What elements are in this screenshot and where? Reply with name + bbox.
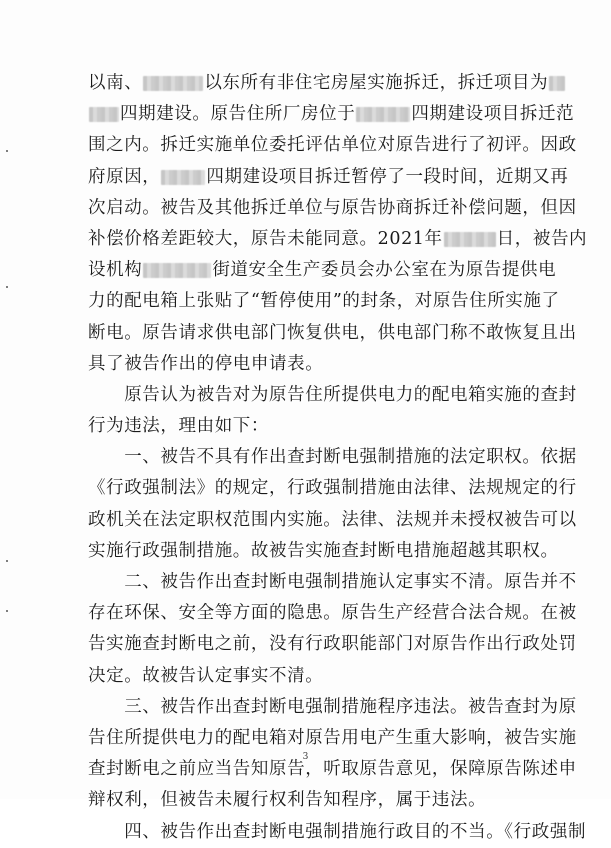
text-segment: 《行政强制法》的规定，行政强制措施由法律、法规规定的行 xyxy=(88,478,577,499)
text-segment: 街道安全生产委员会办公室在为原告提供电 xyxy=(212,260,557,281)
text-segment: 以东所有非住宅房屋实施拆迁，拆迁项目为 xyxy=(204,73,549,93)
text-segment: 具了被告作出的停电申请表。 xyxy=(88,353,324,374)
text-segment: 原告认为被告对为原告住所提供电力的配电箱实施的查封 xyxy=(88,384,577,405)
redacted-text xyxy=(444,232,496,247)
text-line xyxy=(88,785,546,816)
text-line xyxy=(88,318,577,349)
text-line xyxy=(88,349,546,380)
text-line xyxy=(88,286,560,317)
text-line xyxy=(88,411,546,442)
text-line xyxy=(88,193,577,224)
text-segment: 行为违法，理由如下： xyxy=(88,416,269,437)
text-segment: 力的配电箱上张贴了“暂停使用”的封条，对原告住所实施了 xyxy=(88,291,560,312)
margin-mark xyxy=(6,286,8,288)
text-segment: 一、被告不具有作出查封断电强制措施的法定职权。依据 xyxy=(88,447,577,468)
text-line xyxy=(88,99,575,130)
text-line xyxy=(88,536,559,567)
text-line xyxy=(88,629,577,660)
text-segment: 告实施查封断电之前，没有行政职能部门对原告作出行政处罚 xyxy=(88,634,577,655)
redacted-text xyxy=(549,76,565,91)
text-segment: 四期建设项目拆迁范 xyxy=(411,104,575,125)
text-line xyxy=(88,817,587,848)
text-line xyxy=(88,598,577,629)
text-segment: 补偿价格差距较大，原告未能同意。2021年 xyxy=(88,228,443,249)
text-segment: 三、被告作出查封断电强制措施程序违法。被告查封为原 xyxy=(88,696,577,717)
margin-mark xyxy=(6,150,8,152)
text-segment: 日，被告内 xyxy=(496,228,588,249)
text-segment: 实施行政强制措施。故被告实施查封断电措施超越其职权。 xyxy=(88,540,559,561)
text-segment: 辩权利，但被告未履行权利告知程序，属于违法。 xyxy=(88,790,487,811)
text-segment: 以南、 xyxy=(88,73,143,93)
text-segment: 四、被告作出查封断电强制措施行政目的不当。《行政强制 xyxy=(88,821,587,842)
text-segment: 四期建设。原告住所厂房位于 xyxy=(120,104,356,125)
text-line xyxy=(88,380,577,411)
text-line xyxy=(88,567,577,598)
text-line xyxy=(88,224,588,255)
margin-mark xyxy=(6,610,8,612)
text-segment: 告住所提供电力的配电箱对原告用电产生重大影响，被告实施 xyxy=(88,727,577,748)
text-line xyxy=(88,130,577,161)
text-segment: 查封断电之前应当告知原告，听取原告意见，保障原告陈述申 xyxy=(88,759,577,780)
text-segment: 政机关在法定职权范围内实施。法律、法规并未授权被告可以 xyxy=(88,509,577,530)
text-line xyxy=(88,723,577,754)
text-segment: 次启动。被告及其他拆迁单位与原告协商拆迁补偿问题，但因 xyxy=(88,197,577,218)
text-segment: 设机构 xyxy=(88,260,143,281)
text-line xyxy=(88,255,557,286)
text-line xyxy=(88,473,577,504)
document-body xyxy=(88,68,588,848)
text-line xyxy=(88,162,569,193)
text-line xyxy=(88,661,546,692)
text-line xyxy=(88,692,577,723)
text-line xyxy=(88,442,577,473)
redacted-text xyxy=(143,76,203,91)
text-segment: 决定。故被告认定事实不清。 xyxy=(88,665,324,686)
text-segment: 四期建设项目拆迁暂停了一段时间，近期又再 xyxy=(206,166,569,187)
text-line xyxy=(88,68,549,99)
text-segment: 断电。原告请求供电部门恢复供电，供电部门称不敢恢复且出 xyxy=(88,322,577,343)
redacted-text xyxy=(161,170,205,185)
page-number: 3 xyxy=(302,752,309,762)
text-segment: 存在环保、安全等方面的隐患。原告生产经营合法合规。在被 xyxy=(88,603,577,624)
text-segment: 围之内。拆迁实施单位委托评估单位对原告进行了初评。因政 xyxy=(88,135,577,156)
redacted-text xyxy=(356,107,410,122)
text-line xyxy=(88,505,577,536)
text-segment: 二、被告作出查封断电强制措施认定事实不清。原告并不 xyxy=(88,572,577,592)
text-segment: 府原因， xyxy=(88,166,161,187)
redacted-text xyxy=(143,263,211,278)
margin-mark xyxy=(6,560,8,562)
redacted-text xyxy=(89,107,119,122)
